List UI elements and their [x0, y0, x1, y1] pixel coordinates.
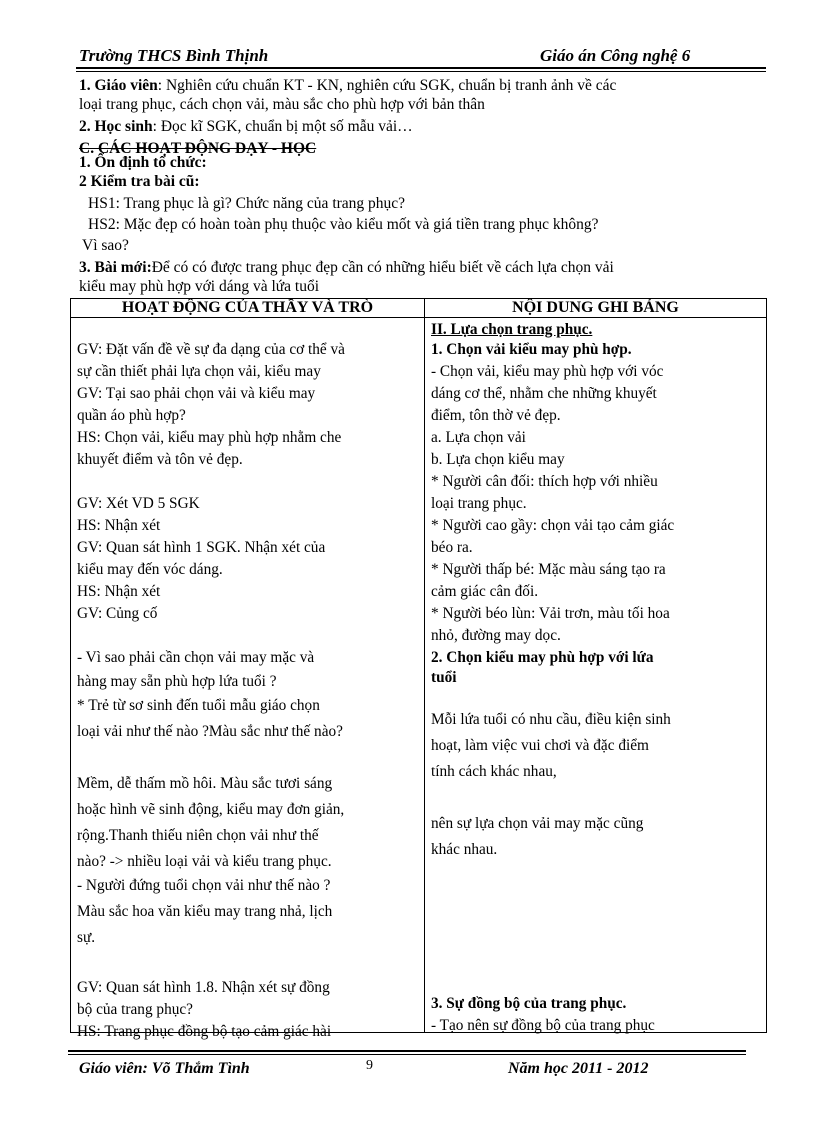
- activities-column: [71, 318, 424, 1040]
- activity-line: GV: Quan sát hình 1.8. Nhận xét sự đồng: [77, 979, 330, 996]
- activity-line: GV: Tại sao phải chọn vải và kiểu may: [77, 385, 316, 402]
- question-hs2-cont: Vì sao?: [82, 237, 129, 254]
- header-subject: Giáo án Công nghệ 6: [540, 46, 691, 65]
- activity-line: HS: Nhận xét: [77, 517, 161, 534]
- step2-heading: 2 Kiểm tra bài cũ:: [79, 173, 200, 190]
- content-line: cảm giác cân đối.: [431, 583, 539, 600]
- footer-teacher: Giáo viên: Võ Thắm Tình: [79, 1060, 250, 1077]
- content-line: b. Lựa chọn kiểu may: [431, 451, 565, 468]
- content-line: * Người thấp bé: Mặc màu sáng tạo ra: [431, 561, 666, 578]
- content-line: béo ra.: [431, 539, 473, 556]
- content-line: nên sự lựa chọn vải may mặc cũng: [431, 815, 644, 832]
- content-line: 3. Sự đồng bộ của trang phục.: [431, 995, 627, 1012]
- content-line: hoạt, làm việc vui chơi và đặc điểm: [431, 737, 649, 754]
- content-line: dáng cơ thể, nhằm che những khuyết: [431, 385, 657, 402]
- prep-student: [79, 117, 769, 136]
- content-line: loại trang phục.: [431, 495, 527, 512]
- content-line: nhỏ, đường may dọc.: [431, 627, 561, 644]
- content-line: * Người cao gầy: chọn vải tạo cảm giác: [431, 517, 675, 534]
- activity-line: - Vì sao phải cần chọn vải may mặc và: [77, 649, 315, 666]
- section-c-title: C. CÁC HOẠT ĐỘNG DẠY - HỌC: [79, 140, 317, 157]
- header-rule-thin: [76, 71, 766, 72]
- prep-teacher: [79, 76, 769, 95]
- activity-line: GV: Củng cố: [77, 605, 158, 622]
- step3: [79, 258, 769, 277]
- content-line: 1. Chọn vải kiểu may phù hợp.: [431, 341, 632, 358]
- activity-line: Màu sắc hoa văn kiểu may trang nhả, lịch: [77, 903, 333, 920]
- prep-teacher-label: 1. Giáo viên: [79, 77, 158, 94]
- content-line: 2. Chọn kiểu may phù hợp với lứa: [431, 649, 654, 666]
- page-number: 9: [366, 1058, 373, 1073]
- content-line: - Tạo nên sự đồng bộ của trang phục: [431, 1017, 655, 1034]
- content-line: điểm, tôn thờ vẻ đẹp.: [431, 407, 561, 424]
- content-line: * Người béo lùn: Vải trơn, màu tối hoa: [431, 605, 670, 622]
- activity-line: * Trẻ từ sơ sinh đến tuổi mẫu giáo chọn: [77, 697, 320, 714]
- activity-line: kiểu may đến vóc dáng.: [77, 561, 223, 578]
- step3-cont: kiểu may phù hợp với dáng và lứa tuổi: [79, 278, 320, 295]
- activity-line: HS: Trang phục đồng bộ tạo cảm giác hài: [77, 1023, 332, 1040]
- content-line: * Người cân đối: thích hợp với nhiều: [431, 473, 658, 490]
- content-line: tính cách khác nhau,: [431, 763, 557, 780]
- content-line: II. Lựa chọn trang phục.: [431, 321, 593, 338]
- activity-line: nào? -> nhiều loại vải và kiểu trang phục.: [77, 853, 332, 870]
- step3-text: Để có có được trang phục đẹp cần có những hiểu biết về cách lựa chọn vải: [151, 259, 614, 276]
- content-line: a. Lựa chọn vải: [431, 429, 526, 446]
- activity-line: rộng.Thanh thiếu niên chọn vải như thế: [77, 827, 319, 844]
- col-header-content: NỘI DUNG GHI BẢNG: [425, 299, 767, 318]
- activity-line: GV: Đặt vấn đề về sự đa dạng của cơ thể và: [77, 341, 345, 358]
- footer-rule-thin: [68, 1054, 746, 1055]
- activity-line: sự cần thiết phải lựa chọn vải, kiểu may: [77, 363, 321, 380]
- prep-student-label: 2. Học sinh: [79, 118, 153, 135]
- lesson-table: [70, 298, 767, 1040]
- question-hs1: HS1: Trang phục là gì? Chức năng của trang phục?: [88, 195, 406, 212]
- content-line: khác nhau.: [431, 841, 498, 858]
- activity-line: HS: Nhận xét: [77, 583, 161, 600]
- activity-line: loại vải như thế nào ?Màu sắc như thế nào?: [77, 723, 343, 740]
- activity-line: GV: Xét VD 5 SGK: [77, 495, 200, 512]
- footer-year: Năm học 2011 - 2012: [508, 1060, 649, 1077]
- content-line: tuổi: [431, 669, 457, 686]
- activity-line: hoặc hình vẽ sinh động, kiểu may đơn giản,: [77, 801, 345, 818]
- header-rule: [76, 67, 766, 69]
- prep-teacher-text: : Nghiên cứu chuẩn KT - KN, nghiên cứu SGK, chuẩn bị tranh ảnh về các: [157, 77, 617, 94]
- activity-line: khuyết điểm và tôn vẻ đẹp.: [77, 451, 243, 468]
- header-school: Trường THCS Bình Thịnh: [79, 46, 269, 65]
- content-line: Mỗi lứa tuổi có nhu cầu, điều kiện sinh: [431, 711, 671, 728]
- content-column: [425, 318, 766, 1032]
- prep-teacher-cont: loại trang phục, cách chọn vải, màu sắc cho phù hợp với bản thân: [79, 96, 485, 113]
- activity-line: bộ của trang phục?: [77, 1001, 193, 1018]
- activity-line: - Người đứng tuổi chọn vải như thế nào ?: [77, 877, 331, 894]
- step1-heading: 1. Ổn định tổ chức:: [79, 154, 207, 171]
- activity-line: hàng may sẵn phù hợp lứa tuổi ?: [77, 673, 277, 690]
- question-hs2: HS2: Mặc đẹp có hoàn toàn phụ thuộc vào kiểu mốt và giá tiền trang phục không?: [88, 216, 599, 233]
- footer-rule: [68, 1050, 746, 1052]
- step3-label: 3. Bài mới:: [79, 259, 152, 276]
- activity-line: Mềm, dễ thấm mồ hôi. Màu sắc tươi sáng: [77, 775, 333, 792]
- activity-line: GV: Quan sát hình 1 SGK. Nhận xét của: [77, 539, 326, 556]
- prep-student-text: : Đọc kĩ SGK, chuẩn bị một số mẫu vải…: [152, 118, 413, 135]
- activity-line: sự.: [77, 929, 96, 946]
- col-header-activities: HOẠT ĐỘNG CỦA THẦY VÀ TRÒ: [71, 299, 425, 318]
- activity-line: quần áo phù hợp?: [77, 407, 186, 424]
- content-line: - Chọn vải, kiểu may phù hợp với vóc: [431, 363, 664, 380]
- activity-line: HS: Chọn vải, kiểu may phù hợp nhằm che: [77, 429, 342, 446]
